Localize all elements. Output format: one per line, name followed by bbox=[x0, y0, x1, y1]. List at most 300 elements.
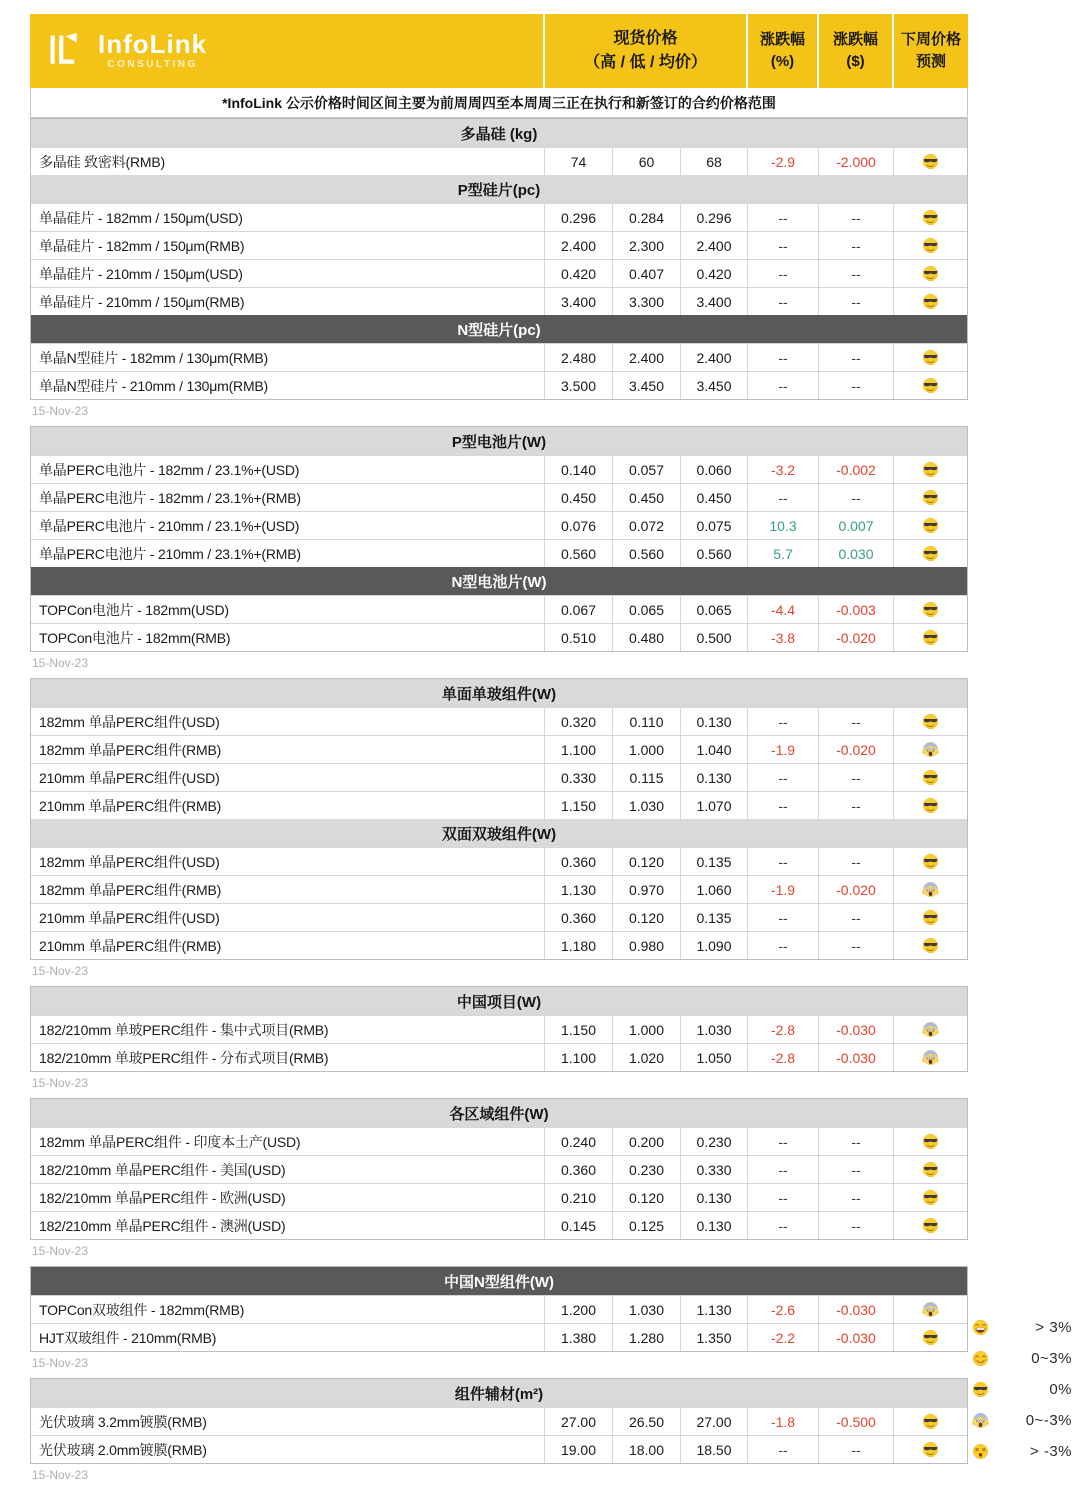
price-row bbox=[31, 903, 967, 931]
change-pct: -- bbox=[747, 260, 818, 287]
price-low: 2.300 bbox=[612, 232, 680, 259]
change-usd: -- bbox=[818, 1156, 893, 1183]
sunglasses-emoji bbox=[893, 232, 967, 259]
grin-emoji bbox=[972, 1319, 990, 1337]
product-name: 182/210mm 单晶PERC组件 - 美国(USD) bbox=[39, 1161, 286, 1178]
price-row bbox=[31, 455, 967, 483]
change-usd: -- bbox=[818, 260, 893, 287]
price-row bbox=[31, 735, 967, 763]
legend-item bbox=[972, 1374, 1074, 1405]
price-row bbox=[31, 1043, 967, 1071]
sunglasses-emoji bbox=[893, 260, 967, 287]
price-low: 0.065 bbox=[612, 596, 680, 623]
price-high: 1.380 bbox=[544, 1324, 612, 1351]
price-low: 0.072 bbox=[612, 512, 680, 539]
sunglasses-emoji bbox=[893, 932, 967, 959]
price-avg: 0.065 bbox=[680, 596, 747, 623]
price-avg: 0.060 bbox=[680, 456, 747, 483]
price-avg: 1.040 bbox=[680, 736, 747, 763]
change-usd: -- bbox=[818, 848, 893, 875]
product-name: 单晶PERC电池片 - 210mm / 23.1%+(USD) bbox=[39, 517, 300, 534]
product-name: 210mm 单晶PERC组件(USD) bbox=[39, 769, 220, 786]
price-low: 2.400 bbox=[612, 344, 680, 371]
sunglasses-emoji bbox=[893, 540, 967, 567]
price-high: 2.400 bbox=[544, 232, 612, 259]
price-high: 1.130 bbox=[544, 876, 612, 903]
price-row bbox=[31, 511, 967, 539]
sunglasses-emoji bbox=[893, 1184, 967, 1211]
date-label: 15-Nov-23 bbox=[32, 964, 89, 978]
section-header: 中国项目(W) bbox=[31, 987, 967, 1015]
price-avg: 0.135 bbox=[680, 848, 747, 875]
change-usd: -- bbox=[818, 204, 893, 231]
change-pct: -- bbox=[747, 1184, 818, 1211]
section-header: N型电池片(W) bbox=[31, 567, 967, 595]
forecast-legend bbox=[972, 1312, 1074, 1467]
column-header-change-pct bbox=[746, 14, 817, 88]
price-avg: 1.050 bbox=[680, 1044, 747, 1071]
change-usd: -- bbox=[818, 288, 893, 315]
price-avg: 0.135 bbox=[680, 904, 747, 931]
change-usd: 0.030 bbox=[818, 540, 893, 567]
price-row bbox=[31, 1211, 967, 1239]
scream-emoji bbox=[893, 1016, 967, 1043]
price-row bbox=[31, 763, 967, 791]
price-row bbox=[31, 1435, 967, 1463]
price-high: 0.420 bbox=[544, 260, 612, 287]
change-usd: -0.020 bbox=[818, 736, 893, 763]
column-header-spot-price bbox=[543, 14, 746, 88]
product-name: 210mm 单晶PERC组件(USD) bbox=[39, 909, 220, 926]
price-avg: 2.400 bbox=[680, 344, 747, 371]
price-high: 0.140 bbox=[544, 456, 612, 483]
price-low: 1.000 bbox=[612, 1016, 680, 1043]
product-name: TOPCon电池片 - 182mm(USD) bbox=[39, 601, 229, 618]
change-usd: -- bbox=[818, 1184, 893, 1211]
change-usd: -0.030 bbox=[818, 1016, 893, 1043]
price-high: 0.296 bbox=[544, 204, 612, 231]
price-low: 3.300 bbox=[612, 288, 680, 315]
price-note: *InfoLink 公示价格时间区间主要为前周周四至本周周三正在执行和新签订的合约价格范围 bbox=[30, 88, 968, 118]
price-group bbox=[30, 1098, 968, 1240]
legend-label: 0~-3% bbox=[1025, 1412, 1072, 1429]
change-pct: 10.3 bbox=[747, 512, 818, 539]
price-high: 0.210 bbox=[544, 1184, 612, 1211]
price-low: 60 bbox=[612, 148, 680, 175]
change-pct: -- bbox=[747, 204, 818, 231]
price-row bbox=[31, 707, 967, 735]
sunglasses-emoji bbox=[893, 288, 967, 315]
change-pct: -- bbox=[747, 848, 818, 875]
product-name: 182/210mm 单玻PERC组件 - 集中式项目(RMB) bbox=[39, 1021, 329, 1038]
sunglasses-emoji bbox=[893, 456, 967, 483]
sunglasses-emoji bbox=[893, 1212, 967, 1239]
price-avg: 0.500 bbox=[680, 624, 747, 651]
section-header: 中国N型组件(W) bbox=[31, 1267, 967, 1295]
legend-item bbox=[972, 1436, 1074, 1467]
sunglasses-emoji bbox=[893, 624, 967, 651]
sunglasses-emoji bbox=[972, 1381, 990, 1399]
product-name: 多晶硅 致密料(RMB) bbox=[39, 153, 165, 170]
price-group bbox=[30, 678, 968, 960]
brand-text bbox=[98, 30, 207, 73]
price-row bbox=[31, 595, 967, 623]
price-groups bbox=[30, 118, 968, 1490]
price-avg: 0.130 bbox=[680, 1184, 747, 1211]
scream-emoji bbox=[893, 1296, 967, 1323]
price-row bbox=[31, 203, 967, 231]
change-pct: -4.4 bbox=[747, 596, 818, 623]
price-high: 0.360 bbox=[544, 904, 612, 931]
price-high: 74 bbox=[544, 148, 612, 175]
product-name: TOPCon双玻组件 - 182mm(RMB) bbox=[39, 1301, 245, 1318]
sunglasses-emoji bbox=[893, 1436, 967, 1463]
change-usd: -- bbox=[818, 1436, 893, 1463]
price-avg: 3.450 bbox=[680, 372, 747, 399]
product-name: 单晶硅片 - 182mm / 150μm(USD) bbox=[39, 209, 243, 226]
price-high: 0.560 bbox=[544, 540, 612, 567]
change-usd: -- bbox=[818, 932, 893, 959]
section-header: 双面双玻组件(W) bbox=[31, 819, 967, 847]
sunglasses-emoji bbox=[893, 708, 967, 735]
product-name: 单晶硅片 - 182mm / 150μm(RMB) bbox=[39, 237, 245, 254]
price-group bbox=[30, 118, 968, 400]
legend-item bbox=[972, 1405, 1074, 1436]
price-avg: 0.296 bbox=[680, 204, 747, 231]
change-usd: -0.030 bbox=[818, 1296, 893, 1323]
change-pct: -- bbox=[747, 1156, 818, 1183]
product-name: 182mm 单晶PERC组件(RMB) bbox=[39, 741, 222, 758]
price-low: 18.00 bbox=[612, 1436, 680, 1463]
price-group bbox=[30, 986, 968, 1072]
price-row bbox=[31, 1407, 967, 1435]
change-pct: -2.8 bbox=[747, 1044, 818, 1071]
price-avg: 0.230 bbox=[680, 1128, 747, 1155]
price-avg: 0.130 bbox=[680, 764, 747, 791]
change-usd: -- bbox=[818, 372, 893, 399]
price-low: 1.000 bbox=[612, 736, 680, 763]
change-pct: -1.9 bbox=[747, 736, 818, 763]
price-low: 1.030 bbox=[612, 1296, 680, 1323]
price-high: 0.240 bbox=[544, 1128, 612, 1155]
product-name: 210mm 单晶PERC组件(RMB) bbox=[39, 937, 222, 954]
change-pct: -1.9 bbox=[747, 876, 818, 903]
price-avg: 1.030 bbox=[680, 1016, 747, 1043]
table-header bbox=[30, 14, 968, 88]
change-pct: -- bbox=[747, 1436, 818, 1463]
sunglasses-emoji bbox=[893, 764, 967, 791]
change-usd-subtitle: ($) bbox=[846, 53, 865, 70]
change-usd: -- bbox=[818, 484, 893, 511]
price-avg: 0.330 bbox=[680, 1156, 747, 1183]
scream-emoji bbox=[893, 876, 967, 903]
change-usd: -0.500 bbox=[818, 1408, 893, 1435]
price-row bbox=[31, 231, 967, 259]
change-usd: -- bbox=[818, 344, 893, 371]
product-name: 单晶PERC电池片 - 182mm / 23.1%+(USD) bbox=[39, 461, 300, 478]
price-low: 0.115 bbox=[612, 764, 680, 791]
change-usd: -2.000 bbox=[818, 148, 893, 175]
price-high: 0.450 bbox=[544, 484, 612, 511]
price-avg: 18.50 bbox=[680, 1436, 747, 1463]
scream-emoji bbox=[893, 736, 967, 763]
product-name: 210mm 单晶PERC组件(RMB) bbox=[39, 797, 222, 814]
price-high: 1.150 bbox=[544, 1016, 612, 1043]
change-pct: -1.8 bbox=[747, 1408, 818, 1435]
change-pct: -- bbox=[747, 372, 818, 399]
price-row bbox=[31, 371, 967, 399]
price-low: 0.407 bbox=[612, 260, 680, 287]
brand-subtitle: CONSULTING bbox=[107, 59, 198, 71]
section-header: 各区域组件(W) bbox=[31, 1099, 967, 1127]
forecast-subtitle: 预测 bbox=[915, 53, 946, 70]
product-name: HJT双玻组件 - 210mm(RMB) bbox=[39, 1329, 217, 1346]
column-header-forecast bbox=[892, 14, 968, 88]
price-report-main bbox=[30, 14, 968, 1490]
price-avg: 1.070 bbox=[680, 792, 747, 819]
product-name: 182/210mm 单晶PERC组件 - 澳洲(USD) bbox=[39, 1217, 286, 1234]
product-name: 182/210mm 单晶PERC组件 - 欧洲(USD) bbox=[39, 1189, 286, 1206]
change-usd: -0.030 bbox=[818, 1044, 893, 1071]
price-row bbox=[31, 1183, 967, 1211]
legend-label: > -3% bbox=[1029, 1443, 1072, 1460]
price-low: 0.284 bbox=[612, 204, 680, 231]
price-high: 27.00 bbox=[544, 1408, 612, 1435]
product-name: 单晶硅片 - 210mm / 150μm(RMB) bbox=[39, 293, 245, 310]
scream-emoji bbox=[972, 1412, 990, 1430]
price-high: 0.320 bbox=[544, 708, 612, 735]
price-avg: 3.400 bbox=[680, 288, 747, 315]
price-low: 0.120 bbox=[612, 848, 680, 875]
price-low: 0.450 bbox=[612, 484, 680, 511]
spot-price-title: 现货价格 bbox=[613, 30, 678, 47]
change-usd: -- bbox=[818, 904, 893, 931]
change-pct: -- bbox=[747, 484, 818, 511]
price-low: 1.020 bbox=[612, 1044, 680, 1071]
sunglasses-emoji bbox=[893, 848, 967, 875]
price-avg: 0.560 bbox=[680, 540, 747, 567]
price-row bbox=[31, 1295, 967, 1323]
product-name: 182/210mm 单玻PERC组件 - 分布式项目(RMB) bbox=[39, 1049, 329, 1066]
price-high: 0.330 bbox=[544, 764, 612, 791]
price-group bbox=[30, 1266, 968, 1352]
price-low: 0.970 bbox=[612, 876, 680, 903]
price-row bbox=[31, 931, 967, 959]
product-name: 182mm 单晶PERC组件(RMB) bbox=[39, 881, 222, 898]
price-avg: 68 bbox=[680, 148, 747, 175]
smile-emoji bbox=[972, 1350, 990, 1368]
price-low: 0.110 bbox=[612, 708, 680, 735]
price-low: 0.230 bbox=[612, 1156, 680, 1183]
price-row bbox=[31, 1015, 967, 1043]
price-high: 19.00 bbox=[544, 1436, 612, 1463]
product-name: 182mm 单晶PERC组件(USD) bbox=[39, 713, 220, 730]
price-low: 0.120 bbox=[612, 1184, 680, 1211]
price-high: 0.360 bbox=[544, 848, 612, 875]
change-usd-title: 涨跌幅 bbox=[832, 30, 878, 48]
price-high: 0.510 bbox=[544, 624, 612, 651]
change-usd: -0.020 bbox=[818, 876, 893, 903]
sunglasses-emoji bbox=[893, 792, 967, 819]
price-avg: 27.00 bbox=[680, 1408, 747, 1435]
change-pct: -- bbox=[747, 792, 818, 819]
column-header-change-usd bbox=[817, 14, 892, 88]
price-low: 0.480 bbox=[612, 624, 680, 651]
forecast-title: 下周价格 bbox=[900, 30, 961, 48]
change-pct: -- bbox=[747, 344, 818, 371]
price-high: 1.100 bbox=[544, 1044, 612, 1071]
change-pct: -2.9 bbox=[747, 148, 818, 175]
date-label: 15-Nov-23 bbox=[32, 1244, 89, 1258]
product-name: 单晶PERC电池片 - 210mm / 23.1%+(RMB) bbox=[39, 545, 301, 562]
price-low: 3.450 bbox=[612, 372, 680, 399]
price-high: 0.067 bbox=[544, 596, 612, 623]
dizzy-emoji bbox=[972, 1443, 990, 1461]
section-header: N型硅片(pc) bbox=[31, 315, 967, 343]
change-pct: -- bbox=[747, 708, 818, 735]
price-row bbox=[31, 539, 967, 567]
price-row bbox=[31, 287, 967, 315]
legend-label: 0~3% bbox=[1031, 1350, 1072, 1367]
sunglasses-emoji bbox=[893, 204, 967, 231]
scream-emoji bbox=[893, 1044, 967, 1071]
price-low: 1.280 bbox=[612, 1324, 680, 1351]
change-usd: 0.007 bbox=[818, 512, 893, 539]
change-usd: -- bbox=[818, 792, 893, 819]
price-row bbox=[31, 1323, 967, 1351]
price-avg: 0.075 bbox=[680, 512, 747, 539]
change-pct: -- bbox=[747, 288, 818, 315]
price-avg: 0.130 bbox=[680, 1212, 747, 1239]
price-avg: 1.350 bbox=[680, 1324, 747, 1351]
sunglasses-emoji bbox=[893, 484, 967, 511]
price-high: 3.400 bbox=[544, 288, 612, 315]
section-header: 多晶硅 (kg) bbox=[31, 119, 967, 147]
sunglasses-emoji bbox=[893, 512, 967, 539]
price-row bbox=[31, 847, 967, 875]
price-avg: 1.130 bbox=[680, 1296, 747, 1323]
price-avg: 2.400 bbox=[680, 232, 747, 259]
product-name: 182mm 单晶PERC组件 - 印度本土产(USD) bbox=[39, 1133, 301, 1150]
sunglasses-emoji bbox=[893, 372, 967, 399]
sunglasses-emoji bbox=[893, 1156, 967, 1183]
price-avg: 0.450 bbox=[680, 484, 747, 511]
price-low: 0.980 bbox=[612, 932, 680, 959]
change-usd: -- bbox=[818, 232, 893, 259]
section-header: P型电池片(W) bbox=[31, 427, 967, 455]
sunglasses-emoji bbox=[893, 1128, 967, 1155]
price-row bbox=[31, 259, 967, 287]
sunglasses-emoji bbox=[893, 1408, 967, 1435]
product-name: TOPCon电池片 - 182mm(RMB) bbox=[39, 629, 231, 646]
product-name: 182mm 单晶PERC组件(USD) bbox=[39, 853, 220, 870]
price-high: 1.150 bbox=[544, 792, 612, 819]
price-high: 1.180 bbox=[544, 932, 612, 959]
price-high: 0.076 bbox=[544, 512, 612, 539]
legend-label: > 3% bbox=[1035, 1319, 1072, 1336]
spot-price-subtitle: （高 / 低 / 均价） bbox=[584, 54, 707, 71]
price-row bbox=[31, 875, 967, 903]
product-name: 单晶硅片 - 210mm / 150μm(USD) bbox=[39, 265, 243, 282]
product-name: 光伏玻璃 2.0mm镀膜(RMB) bbox=[39, 1441, 207, 1458]
price-row bbox=[31, 623, 967, 651]
change-usd: -- bbox=[818, 1128, 893, 1155]
price-low: 0.200 bbox=[612, 1128, 680, 1155]
brand-logo bbox=[30, 14, 543, 88]
date-label: 15-Nov-23 bbox=[32, 404, 89, 418]
date-label: 15-Nov-23 bbox=[32, 1076, 89, 1090]
change-usd: -0.030 bbox=[818, 1324, 893, 1351]
date-label: 15-Nov-23 bbox=[32, 1468, 89, 1482]
brand-name: InfoLink bbox=[98, 28, 208, 59]
legend-item bbox=[972, 1343, 1074, 1374]
price-row bbox=[31, 483, 967, 511]
sunglasses-emoji bbox=[893, 148, 967, 175]
sunglasses-emoji bbox=[893, 1324, 967, 1351]
price-high: 0.145 bbox=[544, 1212, 612, 1239]
price-row bbox=[31, 343, 967, 371]
change-pct: -2.8 bbox=[747, 1016, 818, 1043]
price-row bbox=[31, 147, 967, 175]
legend-label: 0% bbox=[1049, 1381, 1072, 1398]
sunglasses-emoji bbox=[893, 904, 967, 931]
price-group bbox=[30, 1378, 968, 1464]
price-low: 0.120 bbox=[612, 904, 680, 931]
price-high: 1.100 bbox=[544, 736, 612, 763]
date-label: 15-Nov-23 bbox=[32, 1356, 89, 1370]
price-row bbox=[31, 1155, 967, 1183]
price-low: 1.030 bbox=[612, 792, 680, 819]
date-label: 15-Nov-23 bbox=[32, 656, 89, 670]
price-high: 1.200 bbox=[544, 1296, 612, 1323]
price-row bbox=[31, 791, 967, 819]
change-usd: -0.003 bbox=[818, 596, 893, 623]
change-pct: -2.2 bbox=[747, 1324, 818, 1351]
product-name: 单晶N型硅片 - 210mm / 130μm(RMB) bbox=[39, 377, 269, 394]
infolink-logo-icon bbox=[46, 31, 86, 71]
section-header: P型硅片(pc) bbox=[31, 175, 967, 203]
price-low: 0.125 bbox=[612, 1212, 680, 1239]
price-low: 0.057 bbox=[612, 456, 680, 483]
change-usd: -0.002 bbox=[818, 456, 893, 483]
section-header: 单面单玻组件(W) bbox=[31, 679, 967, 707]
change-pct: -3.2 bbox=[747, 456, 818, 483]
change-usd: -- bbox=[818, 708, 893, 735]
change-pct-title: 涨跌幅 bbox=[759, 30, 805, 48]
price-avg: 0.420 bbox=[680, 260, 747, 287]
change-pct-subtitle: (%) bbox=[770, 53, 795, 70]
change-pct: -- bbox=[747, 764, 818, 791]
sunglasses-emoji bbox=[893, 344, 967, 371]
price-row bbox=[31, 1127, 967, 1155]
product-name: 光伏玻璃 3.2mm镀膜(RMB) bbox=[39, 1413, 207, 1430]
legend-item bbox=[972, 1312, 1074, 1343]
change-pct: -- bbox=[747, 1212, 818, 1239]
change-pct: -2.6 bbox=[747, 1296, 818, 1323]
change-pct: -- bbox=[747, 1128, 818, 1155]
price-high: 3.500 bbox=[544, 372, 612, 399]
price-high: 2.480 bbox=[544, 344, 612, 371]
change-pct: -3.8 bbox=[747, 624, 818, 651]
price-avg: 1.060 bbox=[680, 876, 747, 903]
change-pct: -- bbox=[747, 932, 818, 959]
change-pct: 5.7 bbox=[747, 540, 818, 567]
change-usd: -- bbox=[818, 1212, 893, 1239]
price-low: 26.50 bbox=[612, 1408, 680, 1435]
price-low: 0.560 bbox=[612, 540, 680, 567]
price-group bbox=[30, 426, 968, 652]
product-name: 单晶N型硅片 - 182mm / 130μm(RMB) bbox=[39, 349, 269, 366]
